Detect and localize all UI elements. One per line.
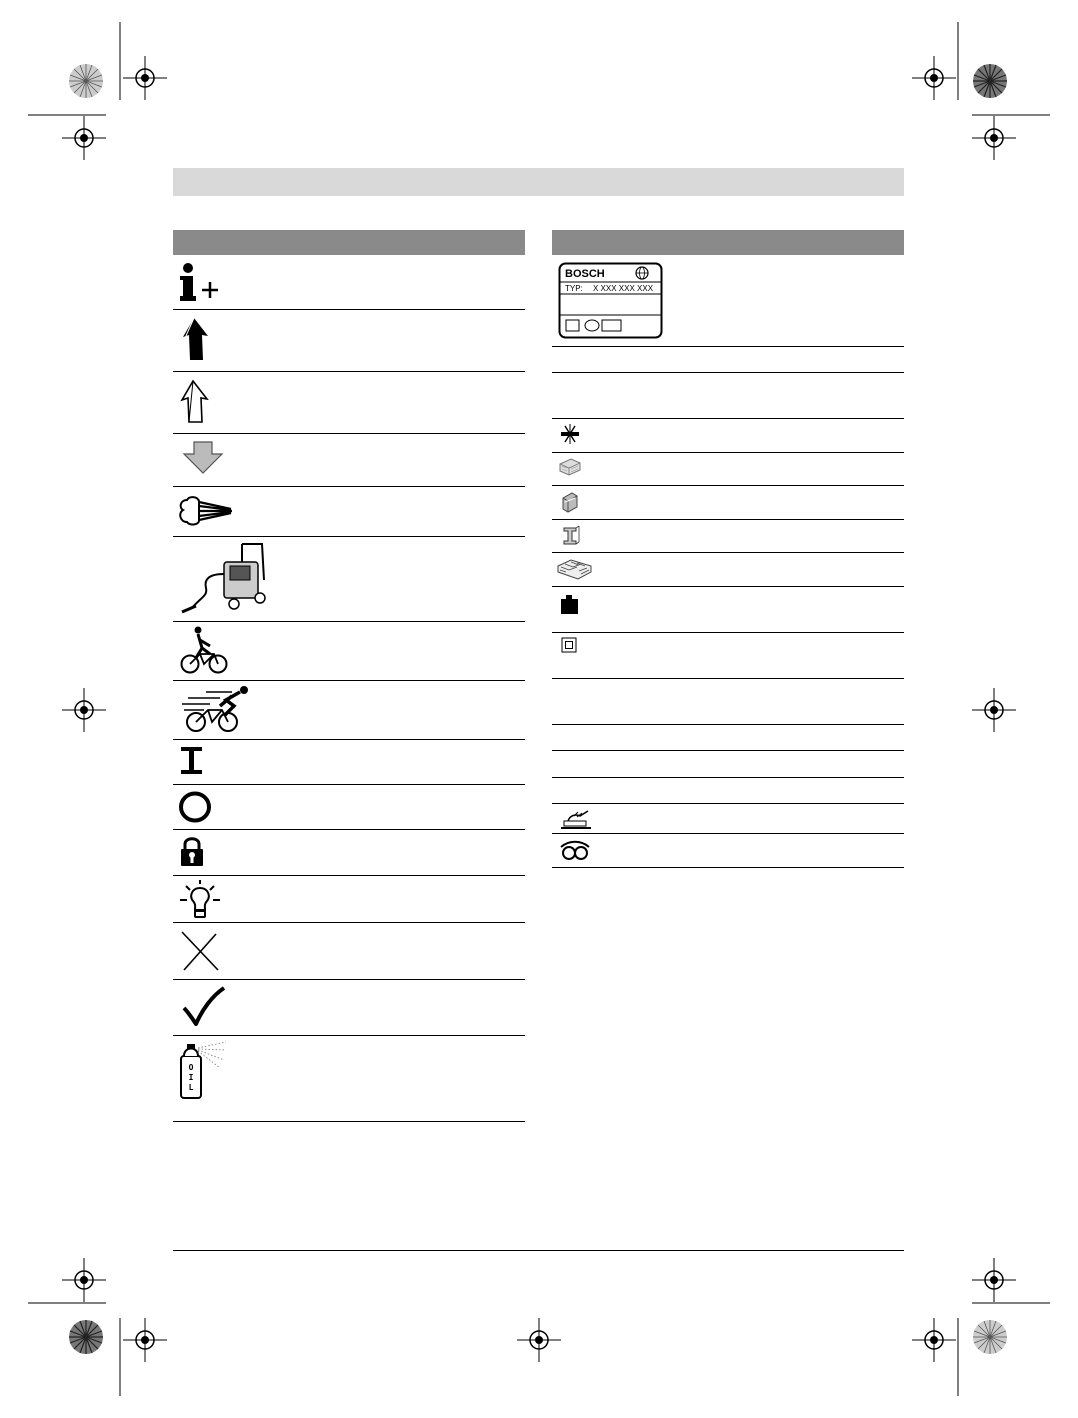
weight-icon (560, 594, 580, 616)
left-row-divider (173, 922, 525, 923)
left-row-divider (173, 739, 525, 740)
power-on-icon (180, 746, 204, 776)
svg-text:O: O (188, 1063, 194, 1072)
right-row-divider (552, 552, 904, 553)
right-row-divider (552, 833, 904, 834)
protection-class-icon (561, 637, 577, 653)
blower-icon (177, 492, 235, 530)
masonry-icon (557, 558, 593, 580)
safety-goggles-icon (559, 839, 591, 861)
slow-cyclist-icon (180, 626, 230, 676)
arrow-down-icon (182, 440, 226, 476)
right-row-divider (552, 452, 904, 453)
right-row-divider (552, 777, 904, 778)
svg-text:I: I (188, 1073, 194, 1082)
left-row-divider (173, 829, 525, 830)
left-row-divider (173, 371, 525, 372)
light-bulb-icon (178, 880, 222, 920)
left-row-divider (173, 1035, 525, 1036)
page-header-bar (173, 168, 904, 196)
fast-cyclist-icon (180, 684, 252, 736)
right-row-divider (552, 346, 904, 347)
left-row-divider (173, 536, 525, 537)
wood-icon (559, 457, 581, 477)
left-row-divider (173, 1121, 525, 1122)
left-table-header (173, 230, 525, 255)
right-row-divider (552, 485, 904, 486)
oil-spray-icon (176, 1040, 228, 1102)
right-row-divider (552, 418, 904, 419)
info-plus-icon (178, 262, 222, 304)
rating-plate-brand: BOSCH (565, 268, 605, 280)
right-row-divider (552, 586, 904, 587)
arrow-up-outline-icon (180, 378, 214, 426)
rating-plate-type-value: X XXX XXX XXX (593, 284, 654, 293)
left-row-divider (173, 433, 525, 434)
check-icon (182, 986, 226, 1028)
right-row-divider (552, 519, 904, 520)
left-row-divider (173, 784, 525, 785)
right-row-divider (552, 867, 904, 868)
left-row-divider (173, 875, 525, 876)
arrow-up-filled-icon (180, 316, 214, 364)
left-row-divider (173, 486, 525, 487)
right-row-divider (552, 678, 904, 679)
left-row-divider (173, 979, 525, 980)
footer-rule (173, 1250, 904, 1251)
right-row-divider (552, 803, 904, 804)
steel-beam-icon (560, 525, 580, 547)
cross-icon (180, 930, 222, 972)
right-row-divider (552, 372, 904, 373)
left-row-divider (173, 680, 525, 681)
left-row-divider (173, 309, 525, 310)
rating-plate-icon (558, 262, 664, 340)
left-row-divider (173, 621, 525, 622)
power-off-icon (179, 791, 213, 823)
hand-workpiece-icon (560, 808, 592, 830)
cutting-depth-icon (560, 424, 580, 444)
svg-text:L: L (188, 1083, 194, 1092)
right-row-divider (552, 750, 904, 751)
metal-icon (560, 491, 580, 513)
right-row-divider (552, 632, 904, 633)
rating-plate-type-label: TYP: (565, 284, 583, 293)
right-table-header (552, 230, 904, 255)
vacuum-cleaner-icon (178, 540, 270, 616)
right-row-divider (552, 724, 904, 725)
lock-icon (180, 836, 204, 868)
